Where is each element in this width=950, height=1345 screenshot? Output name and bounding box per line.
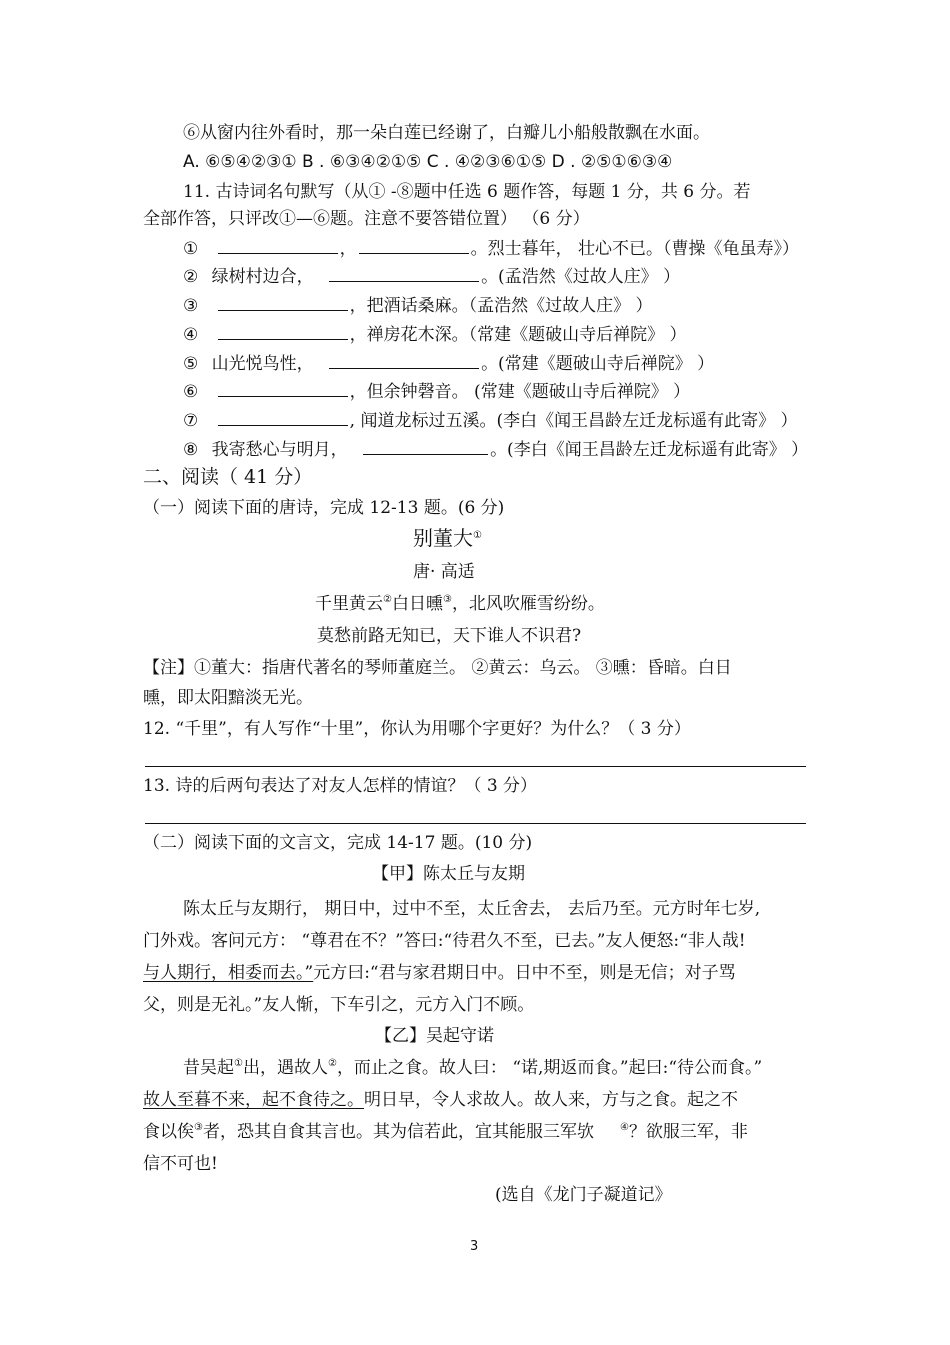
item-number: ①: [183, 239, 199, 259]
note-marker: ①: [234, 1058, 243, 1069]
item-text: 。烈士暮年， 壮心不已。（曹操《龟虽寿》）: [470, 239, 800, 259]
note-marker: ②: [327, 1058, 337, 1069]
note-marker: ④: [619, 1122, 629, 1133]
q11-item: [183, 353, 714, 375]
item-text: 。(孟浩然《过故人庄》 ）: [481, 267, 681, 287]
q11-item: [183, 295, 653, 317]
passage-yi-line: [183, 1057, 762, 1082]
passage-text: 者，恐其自食其言也。其为信若此，宜其能服三军欤: [202, 1122, 594, 1142]
answer-blank[interactable]: [218, 295, 348, 311]
poem-line-2: 莫愁前路无知已，天下谁人不识君?: [317, 626, 582, 646]
passage-yi-line: [143, 1121, 748, 1146]
poem-notes-line2: 曛，即太阳黯淡无光。: [143, 688, 313, 708]
poem-text: 千里黄云: [315, 594, 383, 614]
poem-title-text: 别董大: [413, 526, 473, 550]
answer-line-13[interactable]: [145, 823, 806, 824]
passage-text: ，而止之食。故人曰： “诺,期返而食。”起曰:“待公而食。”: [336, 1058, 763, 1078]
answer-blank[interactable]: [329, 266, 479, 282]
item-text: ，但余钟磬音。 (常建《题破山寺后禅院》 ）: [349, 382, 691, 402]
item-text: , 闻道龙标过五溪。(李白《闻王昌龄左迁龙标遥有此寄》 ）: [349, 411, 798, 431]
poem-text: ，北风吹雁雪纷纷。: [451, 594, 605, 614]
part1-intro: （一）阅读下面的唐诗，完成 12-13 题。(6 分): [143, 498, 505, 518]
q11-item: [183, 238, 799, 260]
item-text: 绿树村边合，: [211, 267, 314, 287]
answer-blank[interactable]: [218, 410, 348, 426]
answer-blank[interactable]: [218, 324, 348, 340]
item-text: 。(李白《闻王昌龄左迁龙标遥有此寄》 ）: [490, 440, 809, 460]
q11-item: [183, 381, 690, 403]
note-marker: ①: [473, 530, 482, 541]
q11-item: [183, 324, 687, 346]
section-heading: 二、阅读（ 41 分）: [143, 466, 313, 488]
item-text: 我寄愁心与明月，: [211, 440, 348, 460]
item-text: ，禅房花木深。（常建《题破山寺后禅院》 ）: [349, 325, 687, 345]
poem-text: 白日曛: [391, 594, 443, 614]
question-13: 13. 诗的后两句表达了对友人怎样的情谊？（ 3 分）: [143, 776, 538, 796]
item-text: ，: [339, 239, 357, 259]
q11-stem-line2: 全部作答，只评改①—⑥题。注意不要答错位置） （6 分）: [143, 209, 590, 229]
q10-options: A. ⑥⑤④②③① B . ⑥③④②①⑤ C . ④②③⑥①⑤ D . ②⑤①⑥③④: [183, 152, 673, 172]
passage-jia-title: 【甲】陈太丘与友期: [372, 864, 525, 884]
item-text: 。(常建《题破山寺后禅院》 ）: [481, 354, 715, 374]
passage-text: ？欲服三军，非: [628, 1122, 748, 1142]
passage-text: 昔吴起: [183, 1058, 234, 1078]
passage-jia-line: 陈太丘与友期行， 期日中，过中不至，太丘舍去， 去后乃至。元方时年七岁,: [183, 899, 761, 919]
poem-author: 唐· 高适: [413, 562, 475, 582]
underlined-sentence: 故人至暮不来，起不食待之。: [143, 1090, 364, 1110]
answer-blank[interactable]: [218, 381, 348, 397]
item-number: ⑤: [183, 354, 199, 374]
q10-item-6: ⑥从窗内往外看时，那一朵白莲已经谢了，白瓣儿小船般散飘在水面。: [183, 123, 710, 143]
item-text: 山光悦鸟性，: [211, 354, 314, 374]
question-12: 12. “千里”，有人写作“十里”，你认为用哪个字更好？为什么？（ 3 分）: [143, 719, 691, 739]
passage-text: 出，遇故人: [242, 1058, 328, 1078]
answer-blank[interactable]: [218, 238, 338, 254]
underlined-sentence: 与人期行，相委而去。”: [143, 963, 314, 983]
answer-blank[interactable]: [363, 439, 488, 455]
poem-title: [413, 527, 482, 554]
passage-text: 明日早，令人求故人。故人来，方与之食。起之不: [364, 1090, 738, 1110]
poem-notes-line1: 【注】①董大：指唐代著名的琴师董庭兰。 ②黄云：乌云。 ③曛：昏暗。白日: [143, 658, 732, 678]
page-number: 3: [470, 1239, 479, 1254]
part2-intro: （二）阅读下面的文言文，完成 14-17 题。(10 分): [143, 833, 533, 853]
passage-yi-title: 【乙】吴起守诺: [375, 1026, 494, 1046]
passage-text: 食以俟: [143, 1122, 194, 1142]
passage-yi-line: 信不可也!: [143, 1154, 218, 1174]
item-number: ③: [183, 296, 199, 316]
q11-item: [183, 266, 680, 288]
passage-jia-line: 门外戏。客问元方： “尊君在不？”答曰:“待君久不至，已去。”友人便怒:“非人哉!: [143, 931, 746, 951]
answer-blank[interactable]: [329, 353, 479, 369]
item-number: ②: [183, 267, 199, 287]
passage-source: (选自《龙门子凝道记》: [495, 1185, 672, 1205]
passage-jia-line: [143, 962, 736, 984]
note-marker: ②: [383, 594, 392, 605]
item-number: ④: [183, 325, 199, 345]
item-number: ⑥: [183, 382, 199, 402]
poem-line-1: [315, 593, 605, 618]
q11-item: [183, 410, 798, 432]
q11-item: [183, 439, 808, 461]
item-text: ，把酒话桑麻。（孟浩然《过故人庄》 ）: [349, 296, 653, 316]
q11-stem-line1: 11. 古诗词名句默写（从① -⑧题中任选 6 题作答，每题 1 分，共 6 分。若: [183, 182, 751, 202]
passage-text: 元方曰:“君与家君期日中。日中不至，则是无信；对子骂: [313, 963, 736, 983]
answer-line-12[interactable]: [145, 766, 806, 767]
passage-yi-line: [143, 1089, 738, 1111]
passage-jia-line: 父，则是无礼。”友人惭，下车引之，元方入门不顾。: [143, 995, 535, 1015]
item-number: ⑦: [183, 411, 199, 431]
answer-blank[interactable]: [359, 238, 469, 254]
item-number: ⑧: [183, 440, 199, 460]
note-marker: ③: [194, 1122, 203, 1133]
note-marker: ③: [442, 594, 452, 605]
